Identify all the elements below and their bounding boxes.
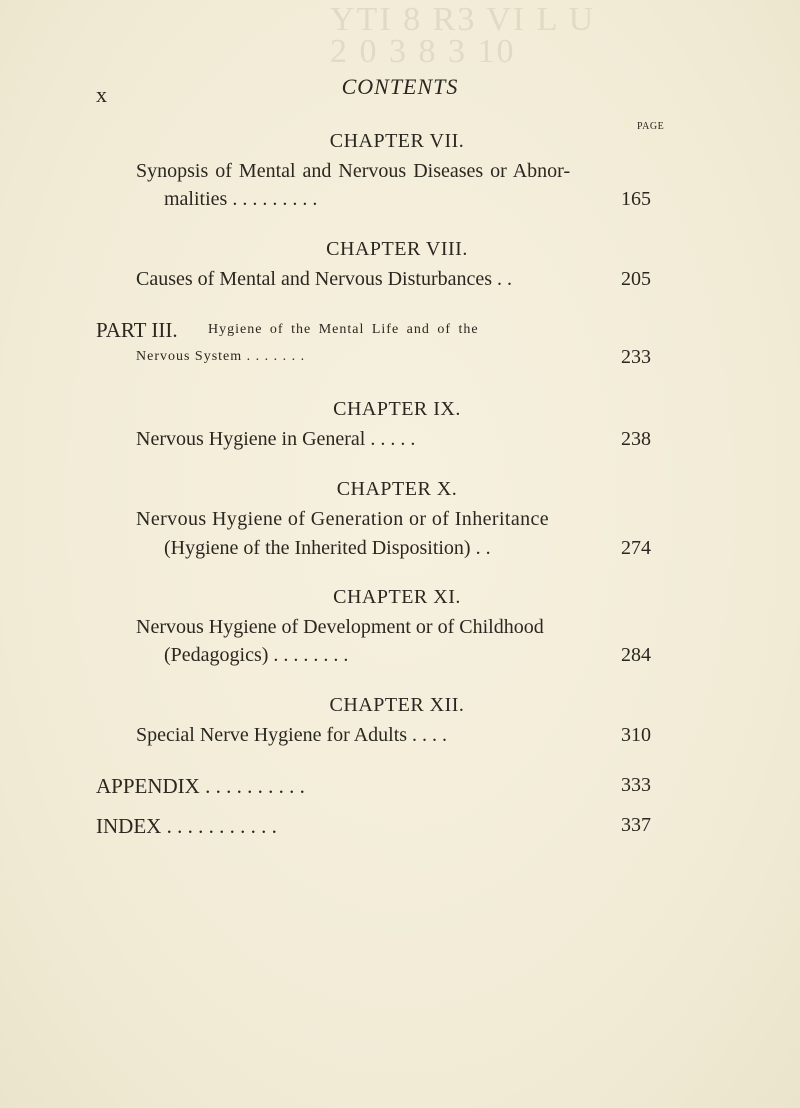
entry-title: Nervous Hygiene in General . . . . . [136,428,416,450]
entry-title-cont: (Pedagogics) . . . . . . . . [164,644,349,666]
entry-page: 233 [621,346,651,368]
entry-title: Causes of Mental and Nervous Disturbances . . [136,268,513,290]
page-number: x [96,82,107,107]
entry-page: 238 [621,428,651,450]
entry-title: Synopsis of Mental and Nervous Diseases or Abnor- [136,160,571,182]
chapter-heading: CHAPTER IX. [333,398,461,420]
entry-title-cont: malities . . . . . . . . . [164,188,318,210]
entry-page: 205 [621,268,651,290]
entry-title-cont: (Hygiene of the Inherited Disposition) . . [164,537,491,559]
entry-page: 165 [621,188,651,210]
chapter-heading: CHAPTER XI. [333,586,461,608]
show-through-text: YTI 8 R3 VI L U 2 0 3 8 3 10 [330,1,596,70]
chapter-heading: CHAPTER VII. [329,130,465,152]
entry-page: 337 [621,814,651,836]
entry-title: Special Nerve Hygiene for Adults . . . . [136,724,448,746]
part-title: Hygiene of the Mental Life and of the [208,322,479,337]
entry-page: 284 [621,644,651,666]
entry-title: INDEX . . . . . . . . . . . [96,814,277,838]
entry-title: APPENDIX . . . . . . . . . . [96,774,305,798]
entry-title: Nervous Hygiene of Development or of Childhood [136,616,544,638]
chapter-heading: CHAPTER XII. [329,694,465,716]
entry-page: 274 [621,537,651,559]
chapter-heading: CHAPTER VIII. [326,238,468,260]
page-column-label: PAGE [637,121,665,132]
part-label: PART III. [96,318,178,342]
part-title-cont: Nervous System . . . . . . . [136,349,306,364]
entry-page: 333 [621,774,651,796]
entry-title: Nervous Hygiene of Generation or of Inheritance [136,508,550,530]
entry-page: 310 [621,724,651,746]
chapter-heading: CHAPTER X. [336,478,458,500]
running-head: CONTENTS [341,74,459,99]
